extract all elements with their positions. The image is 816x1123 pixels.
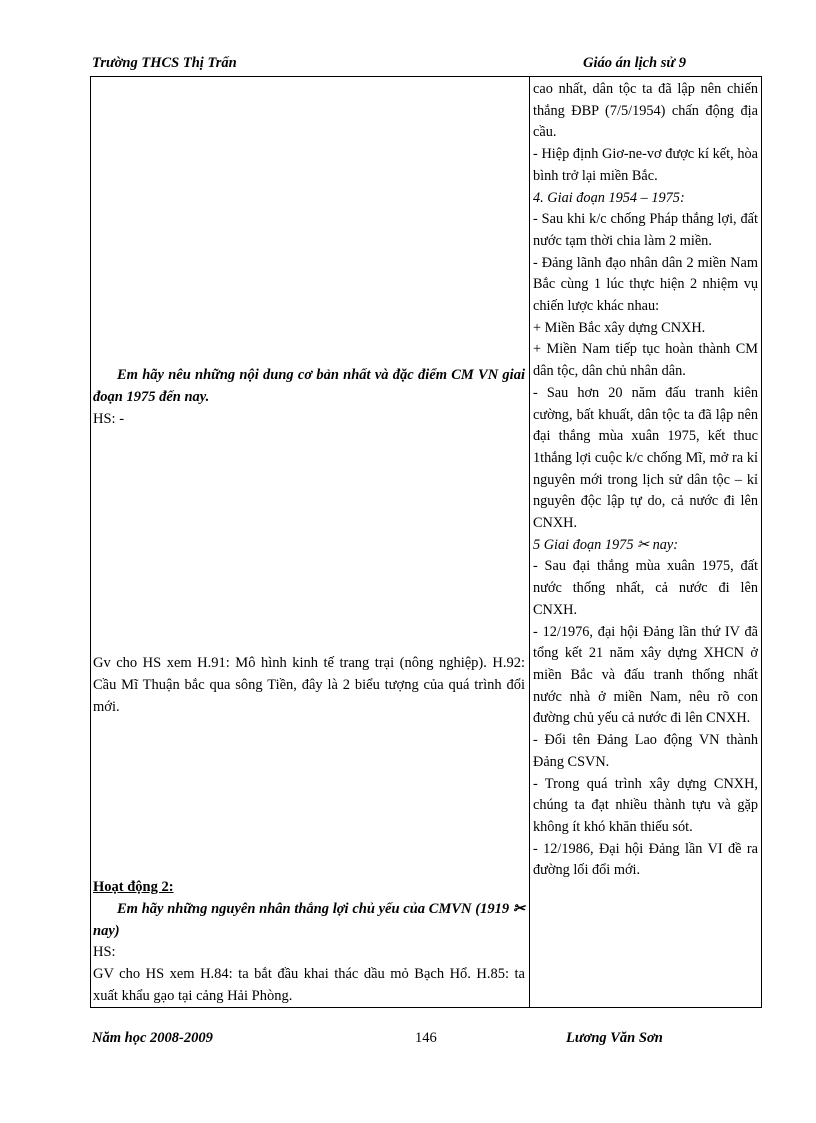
footer-school-year: Năm học 2008-2009	[92, 1030, 213, 1046]
right-paragraph: - 12/1976, đại hội Đảng lần thứ IV đã tổng kết 21 năm xây dựng XHCN ở miền Bắc và đấu tranh thống nhất nước nhà ở miền Nam, nêu rõ con đường chủ yếu cả nước đi lên CNXH.	[533, 623, 758, 727]
section-heading-5: 5 Giai đoạn 1975 ✂ nay:	[533, 536, 679, 553]
page-number: 146	[415, 1030, 437, 1046]
right-paragraph: - Trong quá trình xây dựng CNXH, chúng ta đạt nhiều thành tựu và gặp không ít khó khăn thiếu sót.	[533, 775, 758, 835]
right-paragraph: + Miền Bắc xây dựng CNXH.	[533, 319, 706, 336]
section-heading-4: 4. Giai đoạn 1954 – 1975:	[533, 189, 685, 206]
right-column	[533, 79, 758, 882]
header-subject: Giáo án lịch sử 9	[583, 55, 686, 71]
right-paragraph: - Hiệp định Giơ-ne-vơ được kí kết, hòa bình trở lại miền Bắc.	[533, 146, 758, 184]
right-paragraph: - Đổi tên Đảng Lao động VN thành Đảng CSVN.	[533, 732, 758, 770]
right-paragraph: cao nhất, dân tộc ta đã lập nên chiến thắng ĐBP (7/5/1954) chấn động địa cầu.	[533, 81, 758, 141]
lesson-table	[90, 76, 762, 1008]
footer-author: Lương Văn Sơn	[566, 1030, 663, 1046]
teacher-note-1: Gv cho HS xem H.91: Mô hình kinh tế trang trại (nông nghiệp). H.92: Cầu Mĩ Thuận bắc qua sông Tiền, đây là 2 biểu tượng của quá trình đổi mới.	[93, 655, 525, 715]
right-paragraph: - Đảng lãnh đạo nhân dân 2 miền Nam Bắc cùng 1 lúc thực hiện 2 nhiệm vụ chiến lược khác nhau:	[533, 254, 758, 315]
column-divider	[529, 77, 530, 1007]
right-paragraph: + Miền Nam tiếp tục hoàn thành CM dân tộc, dân chủ nhân dân.	[533, 341, 758, 380]
right-paragraph: - 12/1986, Đại hội Đảng lần VI đề ra đường lối đổi mới.	[533, 840, 758, 879]
teacher-note-2: GV cho HS xem H.84: ta bắt đầu khai thác dầu mỏ Bạch Hổ. H.85: ta xuất khẩu gạo tại cảng Hải Phòng.	[93, 966, 525, 1004]
right-paragraph: - Sau đại thắng mùa xuân 1975, đất nước thống nhất, cả nước đi lên CNXH.	[533, 558, 758, 618]
question-1: Em hãy nêu những nội dung cơ bản nhất và đặc điểm CM VN giai đoạn 1975 đến nay.	[93, 367, 525, 405]
left-block-teacher1	[93, 653, 525, 718]
right-paragraph: - Sau khi k/c chống Pháp thắng lợi, đất nước tạm thời chia làm 2 miền.	[533, 211, 758, 249]
student-answer-1: HS: -	[93, 410, 125, 427]
header-school: Trường THCS Thị Trấn	[92, 55, 237, 71]
right-paragraph: - Sau hơn 20 năm đấu tranh kiên cường, bất khuất, dân tộc ta đã lập nên đại thắng mùa xuân 1975, kết thuc 1thắng lợi cuộc k/c chống Mĩ, mở ra kỉ nguyên mới trong lịch sử dân tộc – kỉ nguyên độc lập tự do, cả nước đi lên CNXH.	[533, 384, 758, 532]
activity-title: Hoạt động 2:	[93, 879, 174, 895]
left-block-activity2	[93, 877, 525, 1008]
left-block-question1	[93, 365, 525, 430]
student-answer-2: HS:	[93, 944, 116, 961]
question-2: Em hãy những nguyên nhân thắng lợi chủ yếu của CMVN (1919 ✂ nay)	[93, 900, 525, 939]
